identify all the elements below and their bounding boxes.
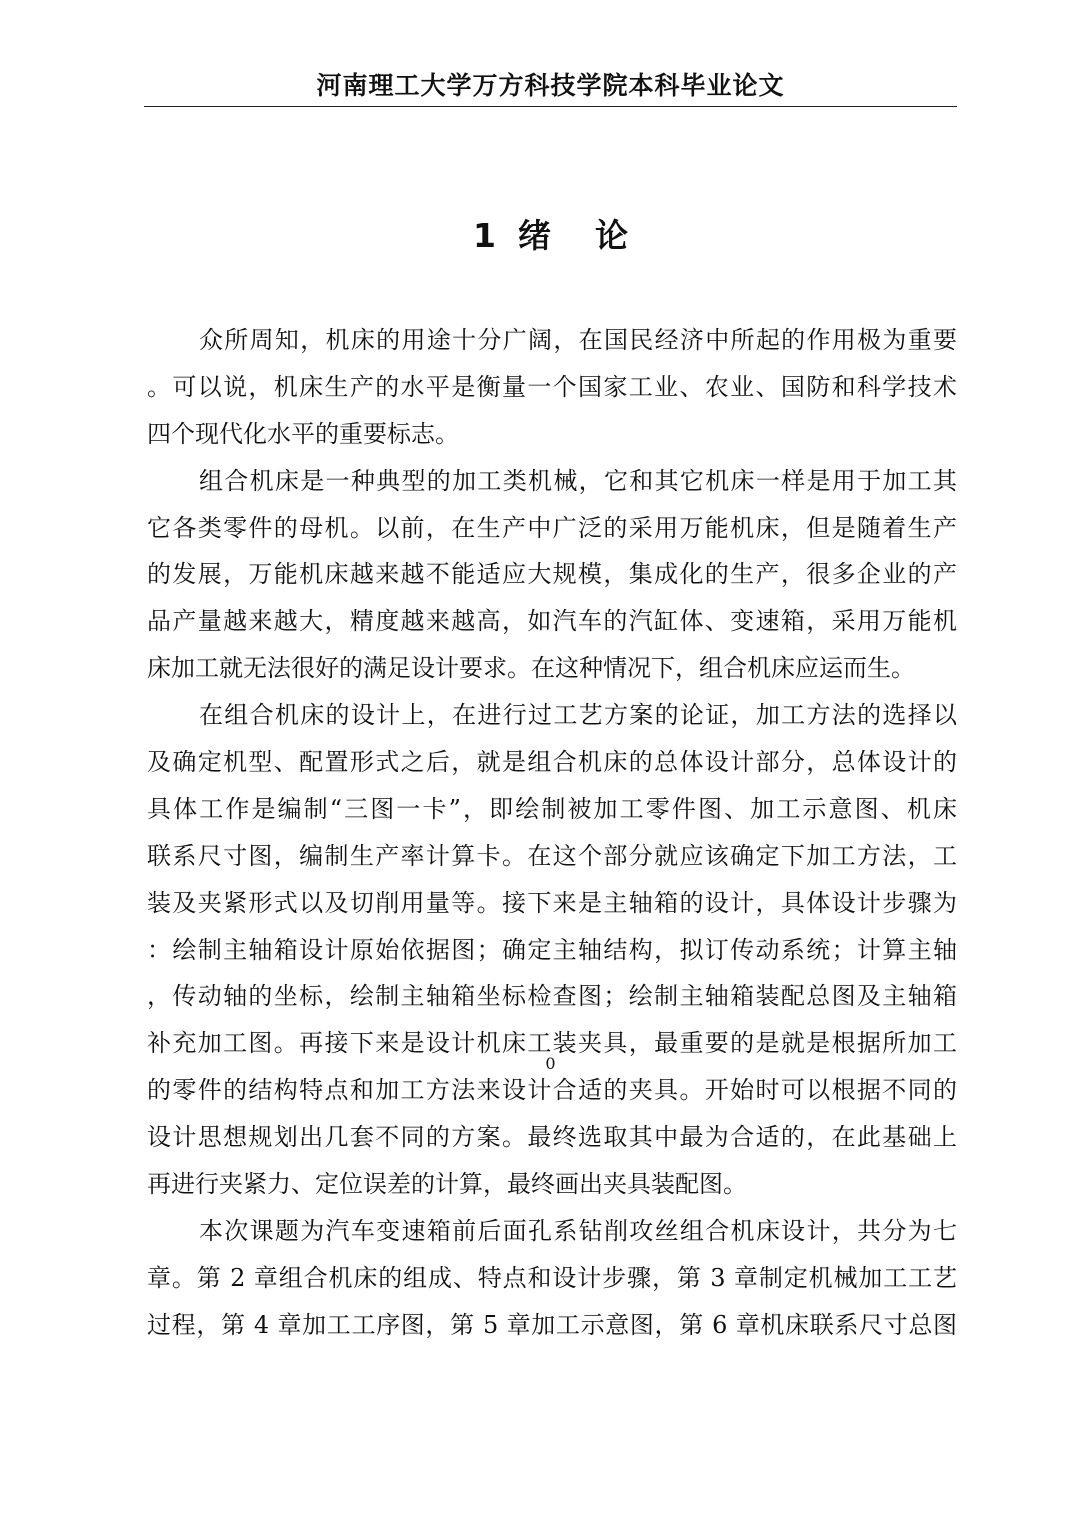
text-line: 再进行夹紧力、定位误差的计算，最终画出夹具装配图。	[147, 1170, 747, 1199]
header-rule	[144, 106, 957, 107]
text-line: ，传动轴的坐标，绘制主轴箱坐标检查图；绘制主轴箱装配总图及主轴箱	[147, 982, 957, 1011]
text-line: 具体工作是编制“三图一卡”，即绘制被加工零件图、加工示意图、机床	[147, 794, 957, 823]
text-line: 联系尺寸图，编制生产率计算卡。在这个部分就应该确定下加工方法，工	[147, 841, 957, 870]
text-line: 众所周知，机床的用途十分广阔，在国民经济中所起的作用极为重要	[199, 326, 957, 354]
page-number: 0	[545, 1054, 556, 1073]
text-line: 在组合机床的设计上，在进行过工艺方案的论证，加工方法的选择以	[199, 701, 957, 730]
text-line: 章。第 2 章组合机床的组成、特点和设计步骤，第 3 章制定机械加工工艺	[147, 1263, 957, 1292]
text-line: 设计思想规划出几套不同的方案。最终选取其中最为合适的，在此基础上	[147, 1123, 957, 1152]
text-line: 装及夹紧形式以及切削用量等。接下来是主轴箱的设计，具体设计步骤为	[147, 888, 957, 917]
text-line: 四个现代化水平的重要标志。	[147, 419, 459, 448]
text-line: ：绘制主轴箱设计原始依据图；确定主轴结构，拟订传动系统；计算主轴	[147, 935, 957, 964]
text-line: 过程，第 4 章加工工序图，第 5 章加工示意图，第 6 章机床联系尺寸总图	[147, 1310, 957, 1339]
chapter-title-part1: 绪	[517, 216, 551, 255]
body-text	[147, 317, 957, 1349]
text-line: 本次课题为汽车变速箱前后面孔系钻削攻丝组合机床设计，共分为七	[199, 1216, 957, 1245]
text-line: 它各类零件的母机。以前，在生产中广泛的采用万能机床，但是随着生产	[147, 513, 957, 542]
text-line: 品产量越来越大，精度越来越高，如汽车的汽缸体、变速箱，采用万能机	[147, 607, 957, 636]
text-line: 组合机床是一种典型的加工类机械，它和其它机床一样是用于加工其	[199, 466, 957, 495]
text-line: 的发展，万能机床越来越不能适应大规模，集成化的生产，很多企业的产	[147, 560, 957, 589]
chapter-title-part2: 论	[594, 216, 628, 255]
text-line: 。可以说，机床生产的水平是衡量一个国家工业、农业、国防和科学技术	[147, 372, 957, 401]
text-line: 的零件的结构特点和加工方法来设计合适的夹具。开始时可以根据不同的	[147, 1076, 957, 1105]
chapter-title	[144, 210, 957, 257]
running-header: 河南理工大学万方科技学院本科毕业论文	[316, 71, 785, 100]
text-line: 床加工就无法很好的满足设计要求。在这种情况下，组合机床应运而生。	[147, 654, 915, 683]
chapter-number: 1	[473, 216, 496, 255]
text-line: 补充加工图。再接下来是设计机床工装夹具，最重要的是就是根据所加工	[147, 1029, 957, 1058]
text-line: 及确定机型、配置形式之后，就是组合机床的总体设计部分，总体设计的	[147, 748, 957, 777]
